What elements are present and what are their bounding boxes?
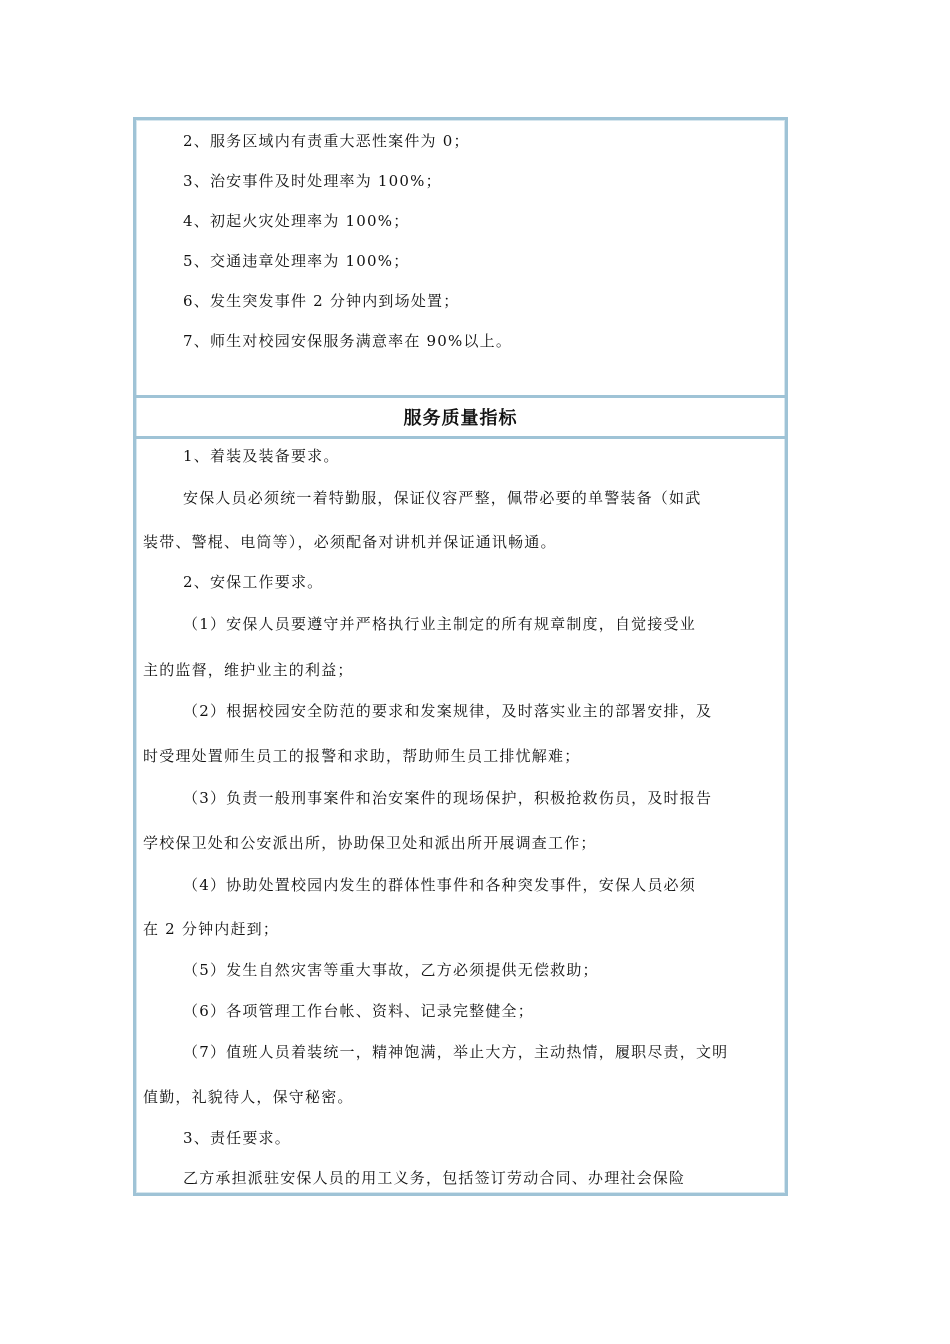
body-line: 安保人员必须统一着特勤服，保证仪容严整，佩带必要的单警装备（如武 <box>183 489 702 507</box>
performance-targets-cell <box>136 120 785 395</box>
body-line: 在 2 分钟内赶到； <box>143 920 280 938</box>
body-line: 时受理处置师生员工的报警和求助，帮助师生员工排忧解难； <box>143 747 581 765</box>
target-item-5: 5、交通违章处理率为 100%； <box>183 252 410 270</box>
body-line: 装带、警棍、电筒等），必须配备对讲机并保证通讯畅通。 <box>143 533 557 551</box>
body-line: （4）协助处置校园内发生的群体性事件和各种突发事件，安保人员必须 <box>183 876 696 894</box>
row-divider <box>136 436 785 439</box>
body-line: 学校保卫处和公安派出所，协助保卫处和派出所开展调查工作； <box>143 834 597 852</box>
body-line: 乙方承担派驻安保人员的用工义务，包括签订劳动合同、办理社会保险 <box>183 1169 686 1187</box>
target-item-7: 7、师生对校园安保服务满意率在 90%以上。 <box>183 332 513 350</box>
body-line: （2）根据校园安全防范的要求和发案规律，及时落实业主的部署安排，及 <box>183 702 713 720</box>
body-line: （5）发生自然灾害等重大事故，乙方必须提供无偿救助； <box>183 961 599 979</box>
target-item-2: 2、服务区域内有责重大恶性案件为 0； <box>183 132 470 150</box>
body-line: （7）值班人员着装统一，精神饱满，举止大方，主动热情，履职尽责，文明 <box>183 1043 729 1061</box>
body-line: （1）安保人员要遵守并严格执行业主制定的所有规章制度，自觉接受业 <box>183 615 696 633</box>
section-title: 服务质量指标 <box>403 408 518 429</box>
body-line: 3、责任要求。 <box>183 1129 291 1147</box>
target-item-4: 4、初起火灾处理率为 100%； <box>183 212 410 230</box>
body-line: 2、安保工作要求。 <box>183 573 324 591</box>
target-item-3: 3、治安事件及时处理率为 100%； <box>183 172 442 190</box>
body-line: （6）各项管理工作台帐、资料、记录完整健全； <box>183 1002 534 1020</box>
body-line: 主的监督，维护业主的利益； <box>143 661 354 679</box>
body-line: 值勤，礼貌待人，保守秘密。 <box>143 1088 354 1106</box>
body-line: （3）负责一般刑事案件和治安案件的现场保护，积极抢救伤员，及时报告 <box>183 789 713 807</box>
target-item-6: 6、发生突发事件 2 分钟内到场处置； <box>183 292 460 310</box>
standards-table <box>133 117 788 1196</box>
body-line: 1、着装及装备要求。 <box>183 447 340 465</box>
